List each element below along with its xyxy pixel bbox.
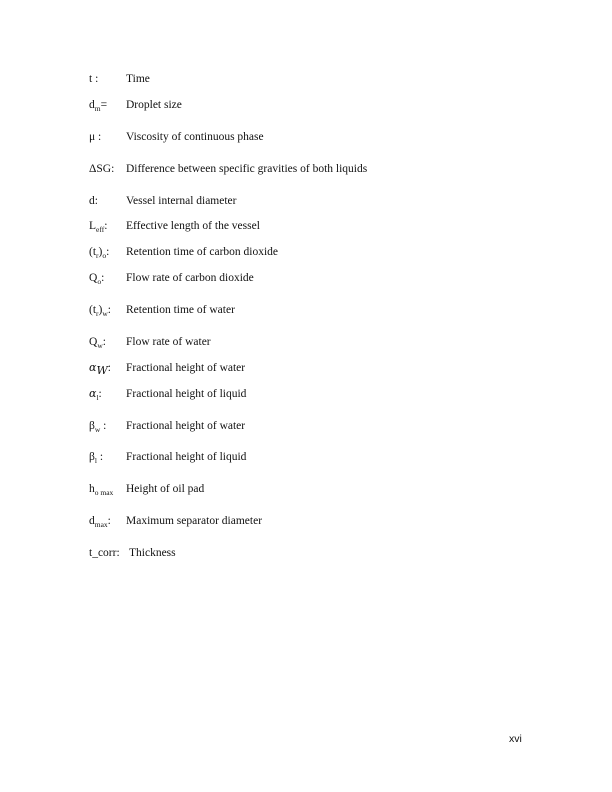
definition: Flow rate of carbon dioxide	[126, 272, 254, 284]
definition: Viscosity of continuous phase	[126, 131, 264, 143]
definition: Height of oil pad	[126, 483, 205, 495]
symbol: t_corr:	[89, 547, 120, 559]
symbol: $\alpha_l$:	[89, 387, 102, 402]
definition: Thickness	[129, 547, 176, 559]
definition: Fractional height of water	[126, 420, 246, 432]
symbol: $d_m=$	[89, 99, 108, 113]
symbol: $\beta_l$ :	[89, 451, 104, 465]
definition: Flow rate of water	[126, 336, 211, 348]
definition: Fractional height of water	[126, 362, 246, 374]
definition: Maximum separator diameter	[126, 515, 263, 527]
page-number: xvi	[509, 733, 522, 745]
definition: Fractional height of liquid	[126, 451, 247, 463]
definition: Vessel internal diameter	[126, 195, 237, 207]
symbol: $(t_r)_o$:	[89, 246, 110, 260]
symbol: t :	[89, 73, 99, 85]
symbol: $(t_r)_w$:	[89, 304, 111, 318]
definition: Retention time of water	[126, 304, 235, 316]
symbol: αW:	[89, 361, 111, 377]
symbol: ΔSG:	[89, 163, 115, 175]
symbol: $h_{o max}$	[89, 483, 114, 497]
definition: Time	[126, 73, 150, 85]
symbol: $\beta_w$ :	[89, 420, 107, 434]
symbol: $Q_w$:	[89, 336, 106, 350]
symbol: $L_{eff}$:	[89, 220, 108, 234]
symbol: $d_{max}$:	[89, 515, 111, 529]
symbol: μ :	[89, 131, 102, 143]
definition: Effective length of the vessel	[126, 220, 260, 232]
definition: Fractional height of liquid	[126, 388, 247, 400]
symbol: $Q_o$:	[89, 272, 105, 286]
definition: Droplet size	[126, 99, 182, 111]
definition: Retention time of carbon dioxide	[126, 246, 279, 258]
symbol: d:	[89, 195, 98, 207]
definition: Difference between specific gravities of both liquids	[126, 163, 368, 175]
